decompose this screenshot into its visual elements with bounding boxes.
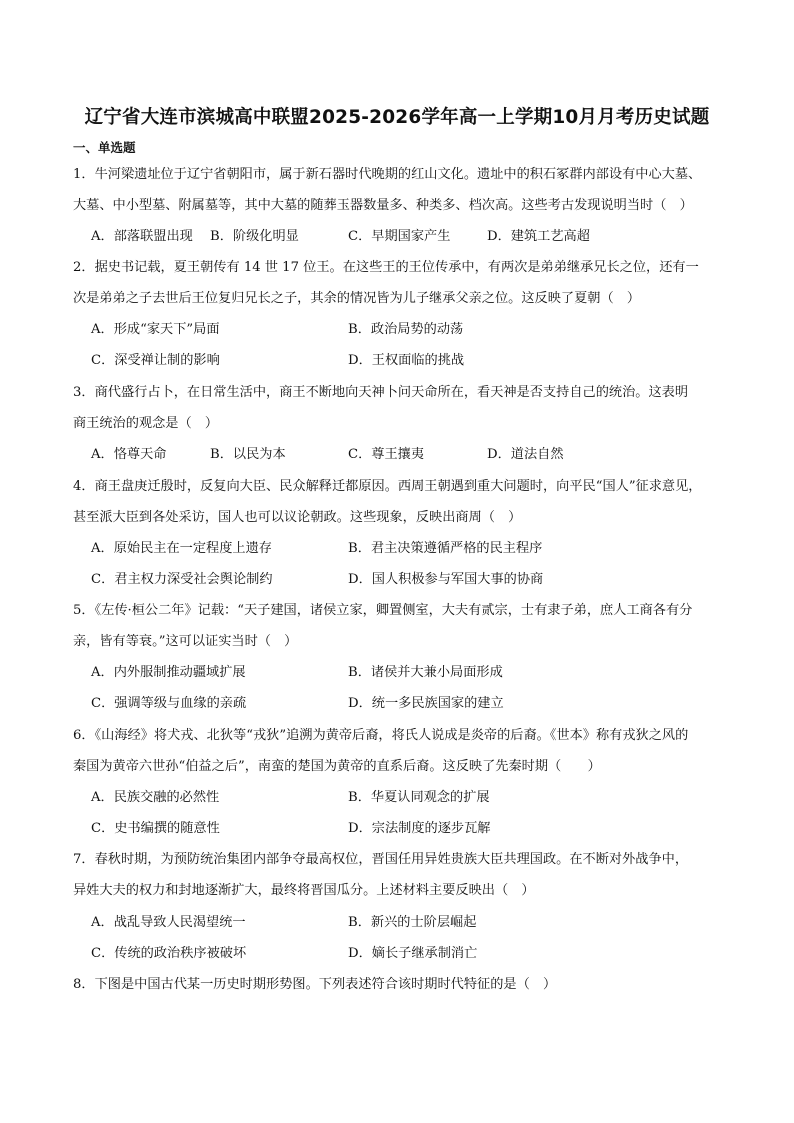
question-7-option-a[interactable]: A．战乱导致人民渴望统一 xyxy=(91,915,246,930)
question-3-option-d[interactable]: D．道法自然 xyxy=(487,447,564,462)
question-2-option-d[interactable]: D．王权面临的挑战 xyxy=(348,353,465,368)
question-5-option-d[interactable]: D．统一多民族国家的建立 xyxy=(348,696,504,711)
question-6-option-c[interactable]: C．史书编撰的随意性 xyxy=(91,821,220,836)
question-5-option-c[interactable]: C．强调等级与血缘的亲疏 xyxy=(91,696,247,711)
question-3-option-c[interactable]: C．尊王攘夷 xyxy=(348,447,425,462)
question-1-line-2: 大墓、中小型墓、附属墓等，其中大墓的随葬玉器数量多、种类多、档次高。这些考古发现说明当时（ ） xyxy=(73,198,693,213)
question-7-option-d[interactable]: D．嫡长子继承制消亡 xyxy=(348,946,478,961)
question-4-option-d[interactable]: D．国人积极参与军国大事的协商 xyxy=(348,572,544,587)
question-2-option-a[interactable]: A．形成“家天下”局面 xyxy=(91,322,220,337)
question-2-line-1: 2．据史书记载，夏王朝传有 14 世 17 位王。在这些王的王位传承中，有两次是弟弟继承兄长之位，还有一 xyxy=(73,260,699,275)
question-5-line-2: 亲，皆有等衰。”这可以证实当时（ ） xyxy=(73,634,298,649)
question-7-option-c[interactable]: C．传统的政治秩序被破坏 xyxy=(91,946,247,961)
question-3-line-1: 3．商代盛行占卜，在日常生活中，商王不断地向天神卜问天命所在，看天神是否支持自己的统治。这表明 xyxy=(73,385,689,400)
question-7-line-1: 7．春秋时期，为预防统治集团内部争夺最高权位，晋国任用异姓贵族大臣共理国政。在不断对外战争中， xyxy=(73,852,689,867)
question-7-line-2: 异姓大夫的权力和封地逐渐扩大，最终将晋国瓜分。上述材料主要反映出（ ） xyxy=(73,883,535,898)
question-2-line-2: 次是弟弟之子去世后王位复归兄长之子，其余的情况皆为儿子继承父亲之位。这反映了夏朝（ ） xyxy=(73,291,641,306)
exam-title: 辽宁省大连市滨城高中联盟2025-2026学年高一上学期10月月考历史试题 xyxy=(84,107,710,128)
question-4-line-1: 4．商王盘庚迁殷时，反复向大臣、民众解释迁都原因。西周王朝遇到重大问题时，向平民“国人”征求意见， xyxy=(73,479,702,494)
question-4-option-c[interactable]: C．君主权力深受社会舆论制约 xyxy=(91,572,273,587)
question-2-option-b[interactable]: B．政治局势的动荡 xyxy=(348,322,464,337)
question-4-line-2: 甚至派大臣到各处采访，国人也可以议论朝政。这些现象，反映出商周（ ） xyxy=(73,510,522,525)
section-heading: 一、单选题 xyxy=(73,140,136,155)
question-6-line-2: 秦国为黄帝六世孙“伯益之后”，南蛮的楚国为黄帝的直系后裔。这反映了先秦时期（ ） xyxy=(73,759,601,774)
question-4-option-a[interactable]: A．原始民主在一定程度上遗存 xyxy=(91,541,272,556)
question-6-line-1: 6．《山海经》将犬戎、北狄等“戎狄”追溯为黄帝后裔，将氏人说成是炎帝的后裔。《世本》称有戎狄之风的 xyxy=(73,728,689,743)
question-5-option-b[interactable]: B．诸侯并大兼小局面形成 xyxy=(348,665,503,680)
question-3-option-b[interactable]: B．以民为本 xyxy=(210,447,286,462)
question-5-option-a[interactable]: A．内外服制推动疆域扩展 xyxy=(91,665,246,680)
question-3-option-a[interactable]: A．恪尊天命 xyxy=(91,447,167,462)
question-2-option-c[interactable]: C．深受禅让制的影响 xyxy=(91,353,220,368)
question-6-option-a[interactable]: A．民族交融的必然性 xyxy=(91,790,220,805)
question-7-option-b[interactable]: B．新兴的士阶层崛起 xyxy=(348,915,477,930)
question-1-option-a[interactable]: A．部落联盟出现 xyxy=(91,229,193,244)
question-5-line-1: 5．《左传·桓公二年》记载：“天子建国，诸侯立家，卿置侧室，大夫有贰宗，士有隶子弟，庶人工商各有分 xyxy=(73,603,693,618)
question-1-option-d[interactable]: D．建筑工艺高超 xyxy=(487,229,590,244)
question-3-line-2: 商王统治的观念是（ ） xyxy=(73,416,219,431)
question-1-option-b[interactable]: B．阶级化明显 xyxy=(210,229,299,244)
question-6-option-d[interactable]: D．宗法制度的逐步瓦解 xyxy=(348,821,491,836)
question-4-option-b[interactable]: B．君主决策遵循严格的民主程序 xyxy=(348,541,543,556)
question-8-line-1: 8．下图是中国古代某一历史时期形势图。下列表述符合该时期时代特征的是（ ） xyxy=(73,977,557,992)
question-1-option-c[interactable]: C．早期国家产生 xyxy=(348,229,451,244)
question-6-option-b[interactable]: B．华夏认同观念的扩展 xyxy=(348,790,490,805)
question-1-line-1: 1．牛河梁遗址位于辽宁省朝阳市，属于新石器时代晚期的红山文化。遗址中的积石冢群内部设有中心大墓、 xyxy=(73,167,702,182)
